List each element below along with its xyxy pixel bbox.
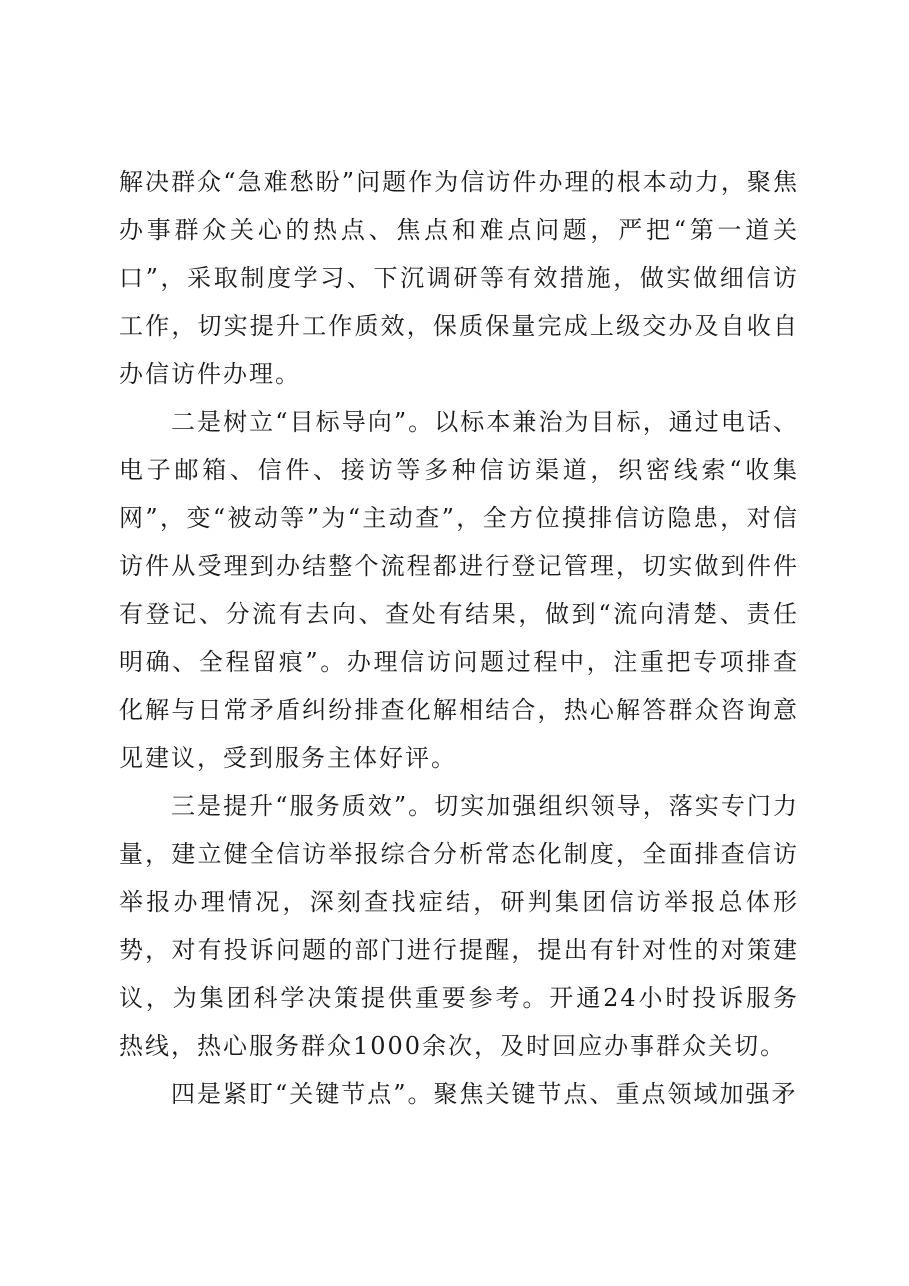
document-body	[119, 158, 799, 1118]
paragraph-1: 解决群众“急难愁盼”问题作为信访件办理的根本动力，聚焦办事群众关心的热点、焦点和难点问题，严把“第一道关口”，采取制度学习、下沉调研等有效措施，做实做细信访工作，切实提升工作质效，保质保量完成上级交办及自收自办信访件办理。	[119, 168, 799, 388]
paragraph-3: 三是提升“服务质效”。切实加强组织领导，落实专门力量，建立健全信访举报综合分析常态化制度，全面排查信访举报办理情况，深刻查找症结，研判集团信访举报总体形势，对有投诉问题的部门进行提醒，提出有针对性的对策建议，为集团科学决策提供重要参考。开通24小时投诉服务热线，热心服务群众1000余次，及时回应办事群众关切。	[119, 792, 799, 1060]
paragraph-4: 四是紧盯“关键节点”。聚焦关键节点、重点领域加强矛	[171, 1080, 798, 1108]
paragraph-2: 二是树立“目标导向”。以标本兼治为目标，通过电话、电子邮箱、信件、接访等多种信访渠道，织密线索“收集网”，变“被动等”为“主动查”，全方位摸排信访隐患，对信访件从受理到办结整个流程都进行登记管理，切实做到件件有登记、分流有去向、查处有结果，做到“流向清楚、责任明确、全程留痕”。办理信访问题过程中，注重把专项排查化解与日常矛盾纠纷排查化解相结合，热心解答群众咨询意见建议，受到服务主体好评。	[119, 408, 799, 772]
